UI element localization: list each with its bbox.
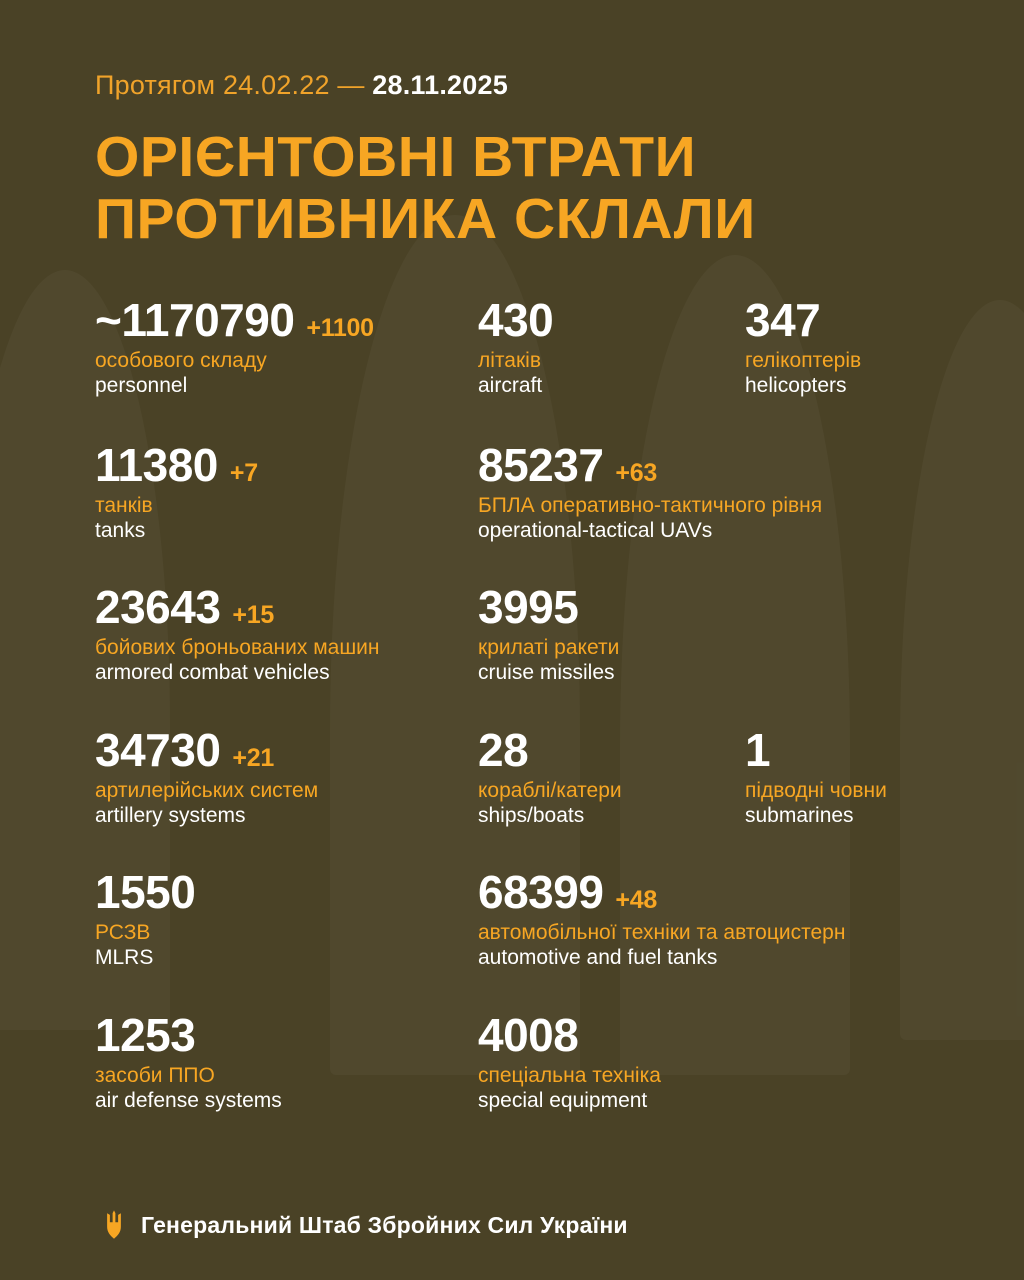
page-title-line-1: ОРІЄНТОВНІ ВТРАТИ [95, 125, 697, 189]
stat-value: 3995 [478, 581, 579, 634]
stat-label-ua: гелікоптерів [745, 349, 862, 373]
footer-text: Генеральний Штаб Збройних Сил України [141, 1211, 628, 1238]
stat-label-ua: автомобільної техніки та автоцистерн [478, 921, 846, 945]
stat-air-defense-systems [95, 1011, 282, 1113]
stat-value: 85237 [478, 439, 604, 492]
stat-value: ~1170790 [95, 294, 295, 347]
period-date: 28.11.2025 [372, 70, 508, 100]
stat-number-row [478, 439, 822, 492]
stat-number-row [95, 439, 258, 492]
stat-value: 1253 [95, 1009, 196, 1062]
stat-ships-boats [478, 726, 622, 828]
period-line [95, 70, 934, 101]
page-title-line-2: ПРОТИВНИКА СКЛАЛИ [95, 186, 756, 251]
stat-delta: +48 [615, 886, 657, 915]
stat-value: 347 [745, 294, 821, 347]
stat-tanks [95, 441, 258, 543]
stat-value: 1 [745, 724, 771, 777]
stat-label-ua: БПЛА оперативно-тактичного рівня [478, 494, 823, 518]
stat-label-ua: особового складу [95, 349, 267, 373]
stat-number-row [95, 1009, 282, 1062]
stat-value: 34730 [95, 724, 221, 777]
stat-number-row [478, 1009, 661, 1062]
trident-icon [103, 1210, 125, 1240]
stat-number-row [478, 866, 845, 919]
stat-value: 28 [478, 724, 529, 777]
stat-number-row [745, 724, 887, 777]
period-prefix: Протягом 24.02.22 [95, 70, 330, 100]
stat-delta: +15 [232, 601, 274, 630]
stat-delta: +7 [229, 459, 258, 488]
stat-label-en: helicopters [745, 374, 847, 398]
stat-label-ua: спеціальна техніка [478, 1064, 661, 1088]
stat-label-ua: крилаті ракети [478, 636, 620, 660]
stat-number-row [95, 581, 380, 634]
stat-label-ua: кораблі/катери [478, 779, 622, 803]
stat-label-en: special equipment [478, 1089, 648, 1113]
stat-value: 1550 [95, 866, 196, 919]
stat-value: 68399 [478, 866, 604, 919]
stat-label-en: cruise missiles [478, 661, 615, 685]
stat-aircraft [478, 296, 565, 398]
stat-automotive-and-fuel-tanks [478, 868, 845, 970]
stat-label-en: tanks [95, 519, 146, 543]
stat-number-row [478, 581, 619, 634]
stat-number-row [478, 724, 622, 777]
stat-value: 23643 [95, 581, 221, 634]
stat-operational-tactical-uavs [478, 441, 822, 543]
stat-label-en: air defense systems [95, 1089, 282, 1113]
stat-label-en: personnel [95, 374, 188, 398]
stat-label-en: operational-tactical UAVs [478, 519, 713, 543]
stat-label-ua: підводні човни [745, 779, 887, 803]
stat-label-en: MLRS [95, 946, 154, 970]
stat-personnel [95, 296, 374, 398]
stat-label-en: aircraft [478, 374, 543, 398]
stat-label-en: ships/boats [478, 804, 585, 828]
stat-cruise-missiles [478, 583, 619, 685]
stat-value: 4008 [478, 1009, 579, 1062]
stat-number-row [95, 724, 318, 777]
stat-delta: +1100 [306, 314, 374, 343]
stats-grid [95, 296, 934, 1204]
stat-label-en: artillery systems [95, 804, 246, 828]
stat-label-ua: танків [95, 494, 153, 518]
stat-delta: +21 [232, 744, 274, 773]
stat-armored-combat-vehicles [95, 583, 380, 685]
stat-label-ua: РСЗВ [95, 921, 151, 945]
stat-delta: +63 [615, 459, 657, 488]
stat-number-row [95, 294, 374, 347]
stat-helicopters [745, 296, 861, 398]
stat-label-ua: артилерійських систем [95, 779, 319, 803]
page-title [95, 127, 934, 250]
stat-label-en: submarines [745, 804, 854, 828]
stat-label-ua: бойових броньованих машин [95, 636, 380, 660]
stat-value: 11380 [95, 439, 218, 492]
stat-number-row [745, 294, 861, 347]
period-dash: — [337, 70, 365, 100]
stat-label-en: automotive and fuel tanks [478, 946, 718, 970]
stat-label-en: armored combat vehicles [95, 661, 330, 685]
stat-number-row [478, 294, 565, 347]
stat-artillery-systems [95, 726, 318, 828]
stat-number-row [95, 866, 207, 919]
stat-submarines [745, 726, 887, 828]
stat-mlrs [95, 868, 207, 970]
stat-value: 430 [478, 294, 554, 347]
footer [95, 1210, 934, 1240]
stat-label-ua: засоби ППО [95, 1064, 215, 1088]
stat-special-equipment [478, 1011, 661, 1113]
stat-label-ua: літаків [478, 349, 541, 373]
